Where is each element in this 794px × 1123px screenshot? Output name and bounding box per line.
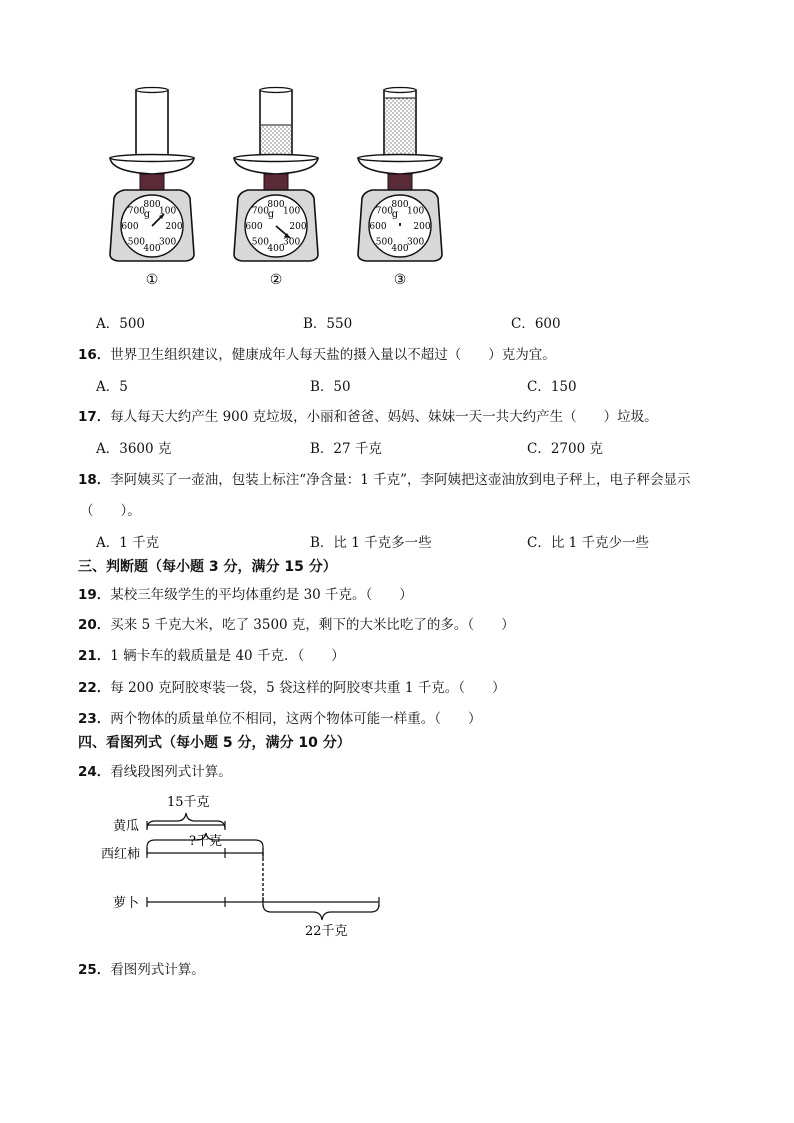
dial-number: 100: [283, 206, 301, 217]
q18-stem: [78, 468, 690, 488]
brace-cucumber: [147, 813, 225, 829]
q19-text: 某校三年级学生的平均体重约是 30 千克。（ ）: [110, 587, 413, 603]
dial-number: 300: [407, 237, 425, 248]
q17-option-c[interactable]: C．2700 克: [527, 441, 603, 457]
q22-text: 每 200 克阿胶枣装一袋，5 袋这样的阿胶枣共重 1 千克。（ ）: [110, 680, 506, 696]
q24-text: 看线段图列式计算。: [110, 764, 232, 780]
scale-label: ②: [269, 272, 283, 288]
dial-number: 500: [375, 237, 393, 248]
q24: [78, 760, 232, 780]
dial-number: 100: [159, 206, 177, 217]
row-label-tomato: 西红柿: [101, 847, 141, 862]
q16-text: 世界卫生组织建议，健康成年人每天盐的摄入量以不超过（ ）克为宜。: [110, 347, 556, 363]
q18-option-c[interactable]: C．比 1 千克少一些: [527, 535, 650, 551]
dial-unit: g: [391, 209, 399, 220]
label-22kg: 22千克: [305, 924, 348, 939]
scale-label: ③: [393, 272, 407, 288]
scale-3: [358, 88, 442, 262]
dial-number: 800: [391, 200, 409, 210]
q17-option-b[interactable]: B．27 千克: [310, 441, 382, 457]
q20-text: 买来 5 千克大米，吃了 3500 克，剩下的大米比吃了的多。（ ）: [110, 617, 515, 633]
section-4-heading: 四、看图列式（每小题 5 分，满分 10 分）: [78, 735, 351, 751]
q16-stem: [78, 343, 556, 363]
q17-text: 每人每天大约产生 900 克垃圾，小丽和爸爸、妈妈、妹妹一天一共大约产生（ ）垃圾。: [110, 409, 658, 425]
label-15kg: 15千克: [167, 795, 210, 810]
q16-number: 16．: [78, 347, 111, 363]
scale-1: [110, 88, 194, 262]
dial-number: 700: [251, 206, 269, 217]
q23-number: 23．: [78, 711, 111, 727]
q16-option-b[interactable]: B．50: [310, 379, 351, 395]
q18-text: 李阿姨买了一壶油，包装上标注“净含量：1 千克”，李阿姨把这壶油放到电子秤上，电子秤会显示: [110, 472, 691, 488]
q15-option-a[interactable]: A．500: [96, 316, 146, 332]
dial-number: 300: [283, 237, 301, 248]
dial-number: 700: [375, 206, 393, 217]
q22-number: 22．: [78, 680, 111, 696]
brace-radish-extra: [263, 904, 379, 920]
dial-number: 600: [245, 222, 263, 232]
label-unknown-kg: ?千克: [189, 834, 222, 849]
q22: [78, 676, 505, 696]
q17-number: 17．: [78, 409, 111, 425]
q18-number: 18．: [78, 472, 111, 488]
q19: [78, 583, 413, 603]
q25-text: 看图列式计算。: [110, 962, 205, 978]
row-label-radish: 萝卜: [113, 896, 140, 911]
q17-stem: [78, 405, 658, 425]
q18-option-b[interactable]: B．比 1 千克多一些: [310, 535, 432, 551]
q24-number: 24．: [78, 764, 111, 780]
dial-number: 100: [407, 206, 425, 217]
row-label-cucumber: 黄瓜: [113, 819, 140, 834]
dial-number: 800: [143, 200, 161, 210]
q25-number: 25．: [78, 962, 111, 978]
dial-number: 300: [159, 237, 177, 248]
q19-number: 19．: [78, 587, 111, 603]
dial-number: 600: [121, 222, 139, 232]
dial-number: 600: [369, 222, 387, 232]
q21-text: 1 辆卡车的载质量是 40 千克．（ ）: [110, 648, 345, 664]
q18-option-a[interactable]: A．1 千克: [96, 535, 160, 551]
scale-2: [234, 88, 318, 262]
q23-text: 两个物体的质量单位不相同，这两个物体可能一样重。（ ）: [110, 711, 482, 727]
dial-number: 400: [143, 244, 161, 254]
q20: [78, 613, 515, 633]
dial-number: 200: [165, 222, 183, 232]
q21: [78, 644, 345, 664]
q15-option-c[interactable]: C．600: [511, 316, 561, 332]
section-3-heading: 三、判断题（每小题 3 分，满分 15 分）: [78, 559, 337, 575]
dial-number: 200: [289, 222, 307, 232]
q18-stem-line2: （ ）。: [80, 503, 141, 519]
segment-diagram: [95, 785, 395, 945]
dial-number: 400: [391, 244, 409, 254]
scales-figure: [100, 80, 460, 290]
q15-option-b[interactable]: B．550: [303, 316, 353, 332]
dial-unit: g: [267, 209, 275, 220]
q21-number: 21．: [78, 648, 111, 664]
dial-number: 500: [251, 237, 269, 248]
q20-number: 20．: [78, 617, 111, 633]
dial-number: 500: [127, 237, 145, 248]
dial-number: 800: [267, 200, 285, 210]
dial-unit: g: [143, 209, 151, 220]
q16-option-a[interactable]: A．5: [96, 379, 128, 395]
q17-option-a[interactable]: A．3600 克: [96, 441, 172, 457]
dial-number: 200: [413, 222, 431, 232]
dial-number: 400: [267, 244, 285, 254]
scale-labels: [146, 272, 407, 288]
dial-number: 700: [127, 206, 145, 217]
scale-label: ①: [145, 272, 159, 288]
q25: [78, 958, 205, 978]
q16-option-c[interactable]: C．150: [527, 379, 577, 395]
q23: [78, 707, 482, 727]
